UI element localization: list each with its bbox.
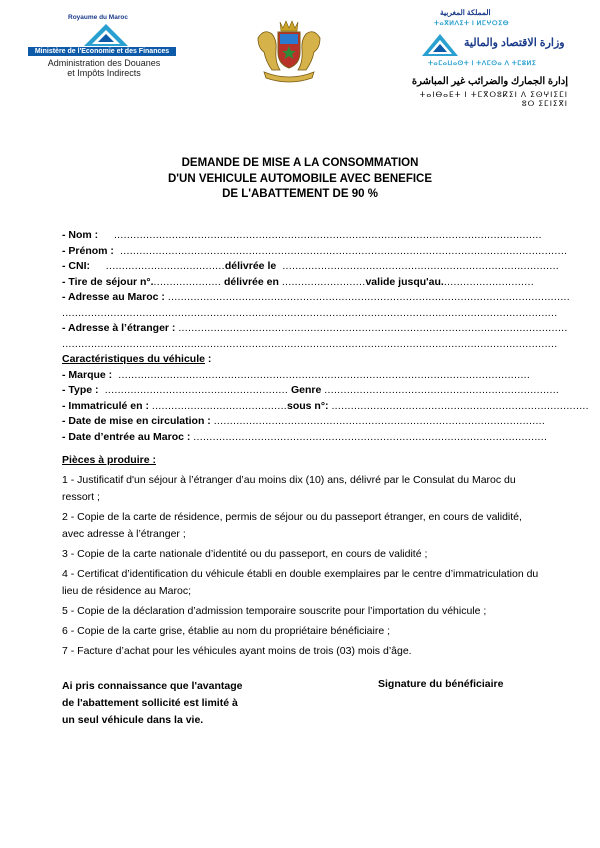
field-adresse-maroc-fill[interactable]: .............................................................................................................................: [167, 291, 570, 303]
field-adresse-etranger-label: - Adresse à l’étranger :: [62, 322, 176, 334]
administration-tz-line-2: ⵓⵔ ⵉⵎⵏⵉⴳⵏ: [521, 99, 568, 108]
title-line-2: D'UN VEHICULE AUTOMOBILE AVEC BENEFICE: [167, 172, 433, 185]
title-line-3: DE L'ABATTEMENT DE 90 %: [222, 188, 378, 200]
field-adresse-etranger[interactable]: [62, 321, 568, 337]
field-adresse-maroc-line2[interactable]: [62, 306, 558, 322]
field-marque-fill[interactable]: ................................................................................................................................: [115, 368, 531, 381]
field-marque[interactable]: [62, 368, 542, 384]
field-genre-fill[interactable]: .........................................................................: [324, 384, 560, 396]
ministry-label-tz: ⵜⴰⵎⴰⵡⴰⵙⵜ ⵏ ⵜⴷⵎⵙⴰ ⴷ ⵜⵎⵓⵍⵉ: [428, 60, 537, 67]
ministry-label-fr: Ministère de l'Economie et des Finances: [28, 47, 176, 56]
field-adresse-etranger-line2[interactable]: [62, 337, 558, 353]
field-cni[interactable]: [62, 259, 560, 275]
field-adresse-maroc-label: - Adresse au Maroc :: [62, 291, 165, 303]
field-titre-sejour-label: - Tire de séjour n°.: [62, 275, 154, 288]
administration-label-ar: إدارة الجمارك والضرائب غير المباشرة: [411, 76, 568, 87]
note-line-3: un seul véhicule dans la vie.: [62, 714, 204, 726]
administration-tz-line-1: ⵜⴰⵏⴱⴰⴹⵜ ⵏ ⵜⵎⴳⵔⵓⴽⵉⵏ ⴷ ⵉⵙⵖⵏⵉⵎⵏ: [419, 90, 568, 99]
field-date-circulation[interactable]: [62, 414, 546, 430]
field-adresse-etranger-fill[interactable]: .........................................................................................................................: [178, 322, 568, 334]
field-cni-label: - CNI:: [62, 260, 90, 272]
field-type-fill[interactable]: .........................................................: [101, 384, 289, 396]
list-item: 5 - Copie de la déclaration d’admission temporaire souscrite pour l’importation du véhicule ;: [62, 605, 487, 617]
field-immatricule-label: - Immatriculé en :: [62, 399, 149, 412]
field-sous-no-fill[interactable]: ................................................................................: [331, 399, 589, 412]
field-prenom-fill[interactable]: ...........................................................................................................................................: [116, 244, 568, 257]
field-titre-valide-label: valide jusqu'au.: [365, 275, 444, 288]
administration-line-1: Administration des Douanes: [47, 58, 161, 68]
pieces-list: [62, 472, 546, 663]
administration-label-tz: [404, 90, 568, 108]
ministry-logo-icon: [82, 22, 130, 48]
list-item: 7 - Facture d’achat pour les véhicules ayant moins de trois (03) mois d’âge.: [62, 645, 412, 657]
field-adresse-maroc[interactable]: [62, 290, 570, 306]
field-titre-delivree-label: délivrée en: [224, 275, 279, 288]
field-adresse-etranger-fill-2[interactable]: ..........................................................................................................................................................: [62, 337, 558, 350]
field-nom-label: - Nom :: [62, 229, 99, 241]
field-genre-label: Genre: [291, 384, 322, 396]
field-date-entree[interactable]: [62, 430, 548, 446]
royal-coat-of-arms-icon: [250, 18, 328, 84]
field-type-label: - Type :: [62, 384, 99, 396]
title-line-1: DEMANDE DE MISE A LA CONSOMMATION: [181, 157, 419, 169]
administration-line-2: et Impôts Indirects: [67, 67, 141, 78]
ministry-logo-right: [400, 8, 570, 108]
field-date-circulation-fill[interactable]: .......................................................................................................: [213, 415, 546, 427]
field-marque-label: - Marque :: [62, 368, 113, 381]
note-line-1: Ai pris connaissance que l'avantage: [62, 680, 243, 692]
field-titre-valide-fill[interactable]: ............................: [443, 275, 534, 288]
list-item: 3 - Copie de la carte nationale d’identité ou du passeport, en cours de validité ;: [62, 548, 428, 560]
field-date-circulation-label: - Date de mise en circulation :: [62, 415, 211, 427]
applicant-form: [62, 228, 589, 445]
field-cni-date-fill[interactable]: ......................................................................................: [279, 260, 560, 272]
signature-label: Signature du bénéficiaire: [378, 678, 504, 690]
field-titre-sejour[interactable]: [62, 275, 542, 291]
list-item: 6 - Copie de la carte grise, établie au nom du propriétaire bénéficiaire ;: [62, 625, 391, 637]
kingdom-label-fr: Royaume du Maroc: [68, 14, 128, 21]
field-sous-no-label: sous n°:: [287, 399, 329, 412]
field-date-entree-label: - Date d’entrée au Maroc :: [62, 430, 191, 443]
field-nom-fill[interactable]: .....................................................................................................................................: [101, 229, 542, 241]
document-title: [0, 156, 600, 203]
field-cni-delivree-label: délivrée le: [224, 260, 277, 272]
vehicle-section-colon: :: [204, 353, 212, 365]
administration-label-fr: [24, 59, 184, 78]
field-type[interactable]: [62, 383, 560, 399]
ministry-label-ar: وزارة الاقتصاد والمالية: [464, 37, 565, 49]
list-item: 1 - Justificatif d'un séjour à l’étranger d’au moins dix (10) ans, délivré par le Consulat du Maroc du ressort ;: [62, 474, 516, 503]
vehicle-section-title: Caractéristiques du véhicule: [62, 353, 205, 365]
field-immatricule-fill[interactable]: ..........................................: [151, 399, 287, 412]
ministry-logo-icon-right: [420, 32, 460, 58]
field-date-entree-fill[interactable]: ..............................................................................................................: [193, 430, 548, 443]
field-nom[interactable]: [62, 228, 542, 244]
kingdom-label-tz: ⵜⴰⴳⵍⴷⵉⵜ ⵏ ⵍⵎⵖⵔⵉⴱ: [434, 20, 509, 27]
field-prenom[interactable]: [62, 244, 568, 260]
field-titre-lieu-fill[interactable]: ..........................: [281, 275, 366, 288]
acknowledgement-note: [62, 678, 262, 729]
field-adresse-maroc-fill-2[interactable]: ..........................................................................................................................................................: [62, 306, 558, 319]
list-item: 2 - Copie de la carte de résidence, permis de séjour ou du passeport étranger, en cours de validité, avec adresse à l’étranger ;: [62, 511, 522, 540]
field-immatricule[interactable]: [62, 399, 589, 415]
field-cni-fill[interactable]: .....................................: [92, 260, 225, 272]
note-line-2: de l'abattement sollicité est limité à: [62, 697, 238, 709]
field-prenom-label: - Prénom :: [62, 244, 114, 257]
kingdom-label-ar: المملكة المغربية: [440, 8, 491, 17]
field-titre-sejour-fill[interactable]: .....................: [153, 275, 222, 288]
vehicle-section-heading: [62, 352, 542, 368]
list-item: 4 - Certificat d’identification du véhicule établi en double exemplaires par le centre d’immatriculation du lieu de résidence au Maroc;: [62, 568, 539, 597]
pieces-title: Pièces à produire :: [62, 454, 156, 466]
